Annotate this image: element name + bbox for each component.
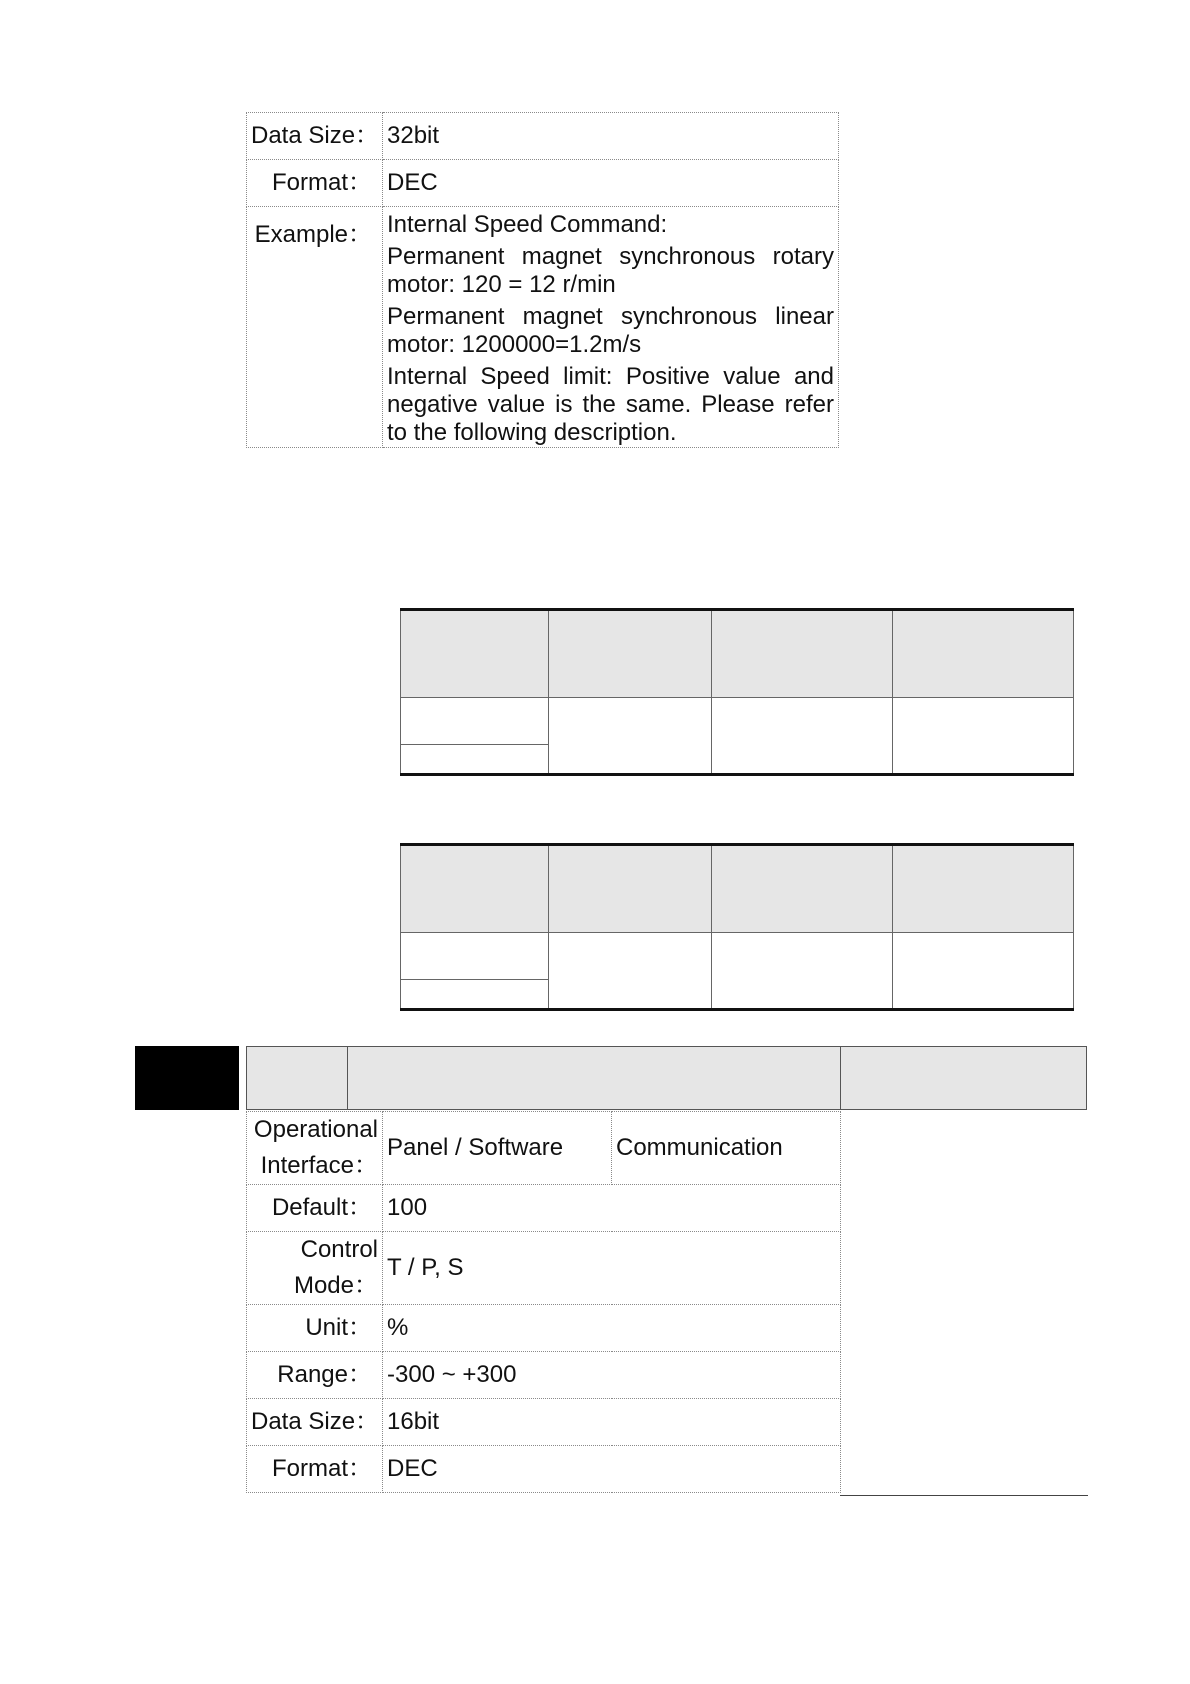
grid-header-row [401, 845, 1074, 933]
interface-label [247, 1112, 383, 1185]
grid-cell [401, 698, 549, 745]
grid-header-cell [401, 610, 549, 698]
interface-label-line1: Operational [253, 1116, 378, 1143]
description-grid-2 [400, 843, 1074, 1011]
control-mode-value: T / P, S [383, 1232, 841, 1305]
spec-row-data-size [247, 1399, 841, 1446]
spec-row-range [247, 1352, 841, 1399]
spec-row-example [247, 207, 839, 448]
interface-panel-software: Panel / Software [383, 1112, 612, 1185]
interface-label-line2: Interface： [260, 1152, 378, 1179]
spec-row-format [247, 1446, 841, 1493]
description-grid-1 [400, 608, 1074, 776]
spec-row-unit [247, 1305, 841, 1352]
grid-cell [893, 698, 1074, 775]
control-mode-label-line1: Control [300, 1236, 378, 1263]
grid-cell [712, 933, 893, 1010]
grid-header-row [401, 610, 1074, 698]
grid-cell [549, 698, 712, 775]
format-label: Format： [247, 160, 383, 207]
grid-header-cell [549, 845, 712, 933]
parameter-address-cell [841, 1047, 1086, 1109]
grid-cell [712, 698, 893, 775]
format-label: Format： [247, 1446, 383, 1493]
example-line-speed-limit: Internal Speed limit: Positive value and negative value is the same. Please refer to the following description. [387, 363, 834, 446]
spec-table-bottom [246, 1111, 841, 1493]
range-value: -300 ~ +300 [383, 1352, 841, 1399]
grid-cell [401, 933, 549, 980]
interface-communication: Communication [612, 1112, 841, 1185]
grid-header-cell [549, 610, 712, 698]
parameter-name-cell [348, 1047, 841, 1109]
bottom-right-rule [840, 1495, 1088, 1496]
example-line-speed-command: Internal Speed Command: [387, 211, 668, 238]
grid-header-cell [712, 845, 893, 933]
parameter-header-bar [246, 1046, 1087, 1110]
data-size-value: 32bit [383, 113, 839, 160]
default-value: 100 [383, 1185, 841, 1232]
spec-row-control-mode [247, 1232, 841, 1305]
grid-header-cell [712, 610, 893, 698]
range-label: Range： [247, 1352, 383, 1399]
unit-label: Unit： [247, 1305, 383, 1352]
data-size-value: 16bit [383, 1399, 841, 1446]
default-label: Default： [247, 1185, 383, 1232]
example-label: Example： [247, 207, 383, 448]
grid-header-cell [893, 610, 1074, 698]
grid-header-cell [401, 845, 549, 933]
unit-value: % [383, 1305, 841, 1352]
spec-row-interface [247, 1112, 841, 1185]
example-line-linear-motor: Permanent magnet synchronous linear motor: 1200000=1.2m/s [387, 303, 834, 358]
example-line-rotary-motor: Permanent magnet synchronous rotary motor: 120 = 12 r/min [387, 243, 834, 298]
parameter-tag-block [135, 1046, 239, 1110]
spec-table-top [246, 112, 839, 448]
grid-cell [401, 745, 549, 775]
format-value: DEC [383, 160, 839, 207]
control-mode-label [247, 1232, 383, 1305]
parameter-code-cell [247, 1047, 348, 1109]
data-size-label: Data Size： [247, 113, 383, 160]
spec-row-data-size [247, 113, 839, 160]
format-value: DEC [383, 1446, 841, 1493]
data-size-label: Data Size： [247, 1399, 383, 1446]
control-mode-label-line2: Mode： [293, 1272, 378, 1299]
grid-row [401, 933, 1074, 980]
grid-header-cell [893, 845, 1074, 933]
spec-row-default [247, 1185, 841, 1232]
example-value [383, 207, 839, 448]
grid-cell [401, 980, 549, 1010]
grid-cell [893, 933, 1074, 1010]
spec-row-format [247, 160, 839, 207]
grid-row [401, 698, 1074, 745]
grid-cell [549, 933, 712, 1010]
